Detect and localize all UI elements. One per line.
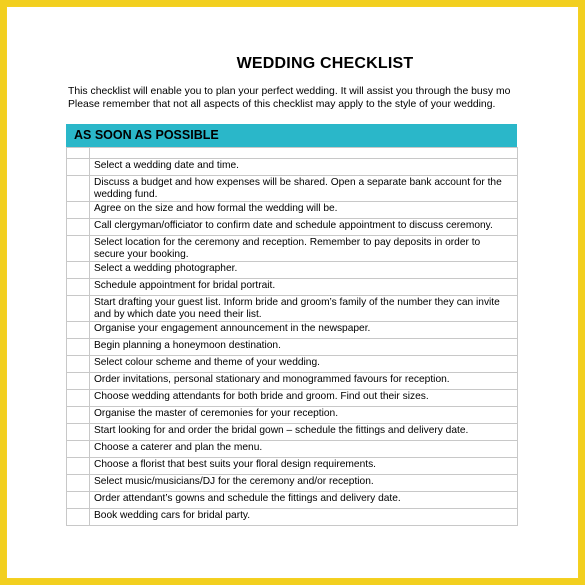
document-title: WEDDING CHECKLIST xyxy=(236,55,414,72)
checkbox-cell[interactable] xyxy=(67,356,90,373)
checkbox-cell[interactable] xyxy=(67,390,90,407)
checkbox-cell[interactable] xyxy=(67,159,90,176)
intro-text xyxy=(68,86,523,111)
section-header: AS SOON AS POSSIBLE xyxy=(66,124,517,147)
task-text: Order attendant’s gowns and schedule the fittings and delivery date. xyxy=(90,492,518,509)
table-row xyxy=(67,279,518,296)
checkbox-cell[interactable] xyxy=(67,407,90,424)
task-text: Select a wedding date and time. xyxy=(90,159,518,176)
table-row xyxy=(67,148,518,159)
table-row xyxy=(67,322,518,339)
table-row xyxy=(67,339,518,356)
task-text: Choose a caterer and plan the menu. xyxy=(90,441,518,458)
checkbox-cell[interactable] xyxy=(67,148,90,159)
table-row xyxy=(67,296,518,322)
task-text: Select colour scheme and theme of your wedding. xyxy=(90,356,518,373)
checkbox-cell[interactable] xyxy=(67,176,90,202)
task-text: Choose a florist that best suits your floral design requirements. xyxy=(90,458,518,475)
task-text: Start looking for and order the bridal gown – schedule the fittings and delivery date. xyxy=(90,424,518,441)
task-text: Select a wedding photographer. xyxy=(90,262,518,279)
table-row xyxy=(67,492,518,509)
table-row xyxy=(67,509,518,526)
checkbox-cell[interactable] xyxy=(67,202,90,219)
table-row xyxy=(67,475,518,492)
table-row xyxy=(67,373,518,390)
task-text xyxy=(90,148,518,159)
task-text: Book wedding cars for bridal party. xyxy=(90,509,518,526)
table-row xyxy=(67,202,518,219)
intro-line-2: Please remember that not all aspects of this checklist may apply to the style of your wedding. xyxy=(68,98,496,110)
task-text: Order invitations, personal stationary and monogrammed favours for reception. xyxy=(90,373,518,390)
table-row xyxy=(67,458,518,475)
intro-line-1: This checklist will enable you to plan your perfect wedding. It will assist you through the busy mo xyxy=(68,86,511,97)
table-row xyxy=(67,441,518,458)
task-text: Choose wedding attendants for both bride and groom. Find out their sizes. xyxy=(90,390,518,407)
table-row xyxy=(67,356,518,373)
task-text: Begin planning a honeymoon destination. xyxy=(90,339,518,356)
table-row xyxy=(67,176,518,202)
table-row xyxy=(67,424,518,441)
task-text: Select location for the ceremony and reception. Remember to pay deposits in order to secure your booking. xyxy=(90,236,518,262)
checkbox-cell[interactable] xyxy=(67,441,90,458)
checkbox-cell[interactable] xyxy=(67,322,90,339)
checkbox-cell[interactable] xyxy=(67,219,90,236)
checkbox-cell[interactable] xyxy=(67,279,90,296)
table-row xyxy=(67,219,518,236)
table-row xyxy=(67,159,518,176)
table-row xyxy=(67,236,518,262)
task-text: Schedule appointment for bridal portrait. xyxy=(90,279,518,296)
checkbox-cell[interactable] xyxy=(67,424,90,441)
checkbox-cell[interactable] xyxy=(67,373,90,390)
checkbox-cell[interactable] xyxy=(67,236,90,262)
task-text: Call clergyman/officiator to confirm date and schedule appointment to discuss ceremony. xyxy=(90,219,518,236)
task-text: Organise the master of ceremonies for your reception. xyxy=(90,407,518,424)
checkbox-cell[interactable] xyxy=(67,492,90,509)
table-row xyxy=(67,262,518,279)
task-text: Start drafting your guest list. Inform bride and groom’s family of the number they can invite and by which date you need their list. xyxy=(90,296,518,322)
task-text: Discuss a budget and how expenses will be shared. Open a separate bank account for the wedding fund. xyxy=(90,176,518,202)
table-row xyxy=(67,407,518,424)
table-row xyxy=(67,390,518,407)
checkbox-cell[interactable] xyxy=(67,509,90,526)
checkbox-cell[interactable] xyxy=(67,458,90,475)
task-text: Select music/musicians/DJ for the ceremony and/or reception. xyxy=(90,475,518,492)
checklist-table xyxy=(66,147,518,526)
task-text: Organise your engagement announcement in the newspaper. xyxy=(90,322,518,339)
task-text: Agree on the size and how formal the wedding will be. xyxy=(90,202,518,219)
checkbox-cell[interactable] xyxy=(67,339,90,356)
checkbox-cell[interactable] xyxy=(67,262,90,279)
checkbox-cell[interactable] xyxy=(67,475,90,492)
checkbox-cell[interactable] xyxy=(67,296,90,322)
